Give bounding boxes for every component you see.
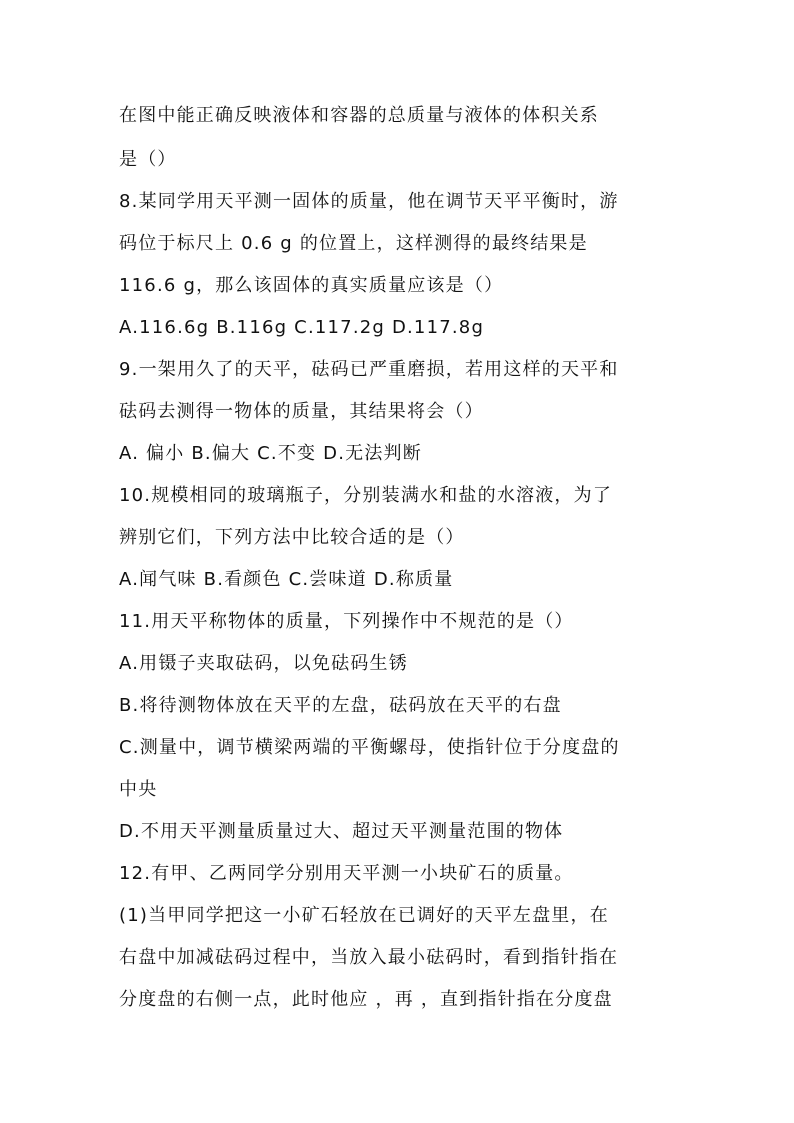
question-8-options: A.116.6g B.116g C.117.2g D.117.8g <box>119 317 485 338</box>
question-11-stem: 11.用天平称物体的质量，下列操作中不规范的是（） <box>119 611 574 632</box>
question-9-stem: 9.一架用久了的天平，砝码已严重磨损，若用这样的天平和 <box>119 359 619 380</box>
text-line: 码位于标尺上 0.6 g 的位置上，这样测得的最终结果是 <box>119 233 588 254</box>
question-11-option-c: C.测量中，调节横梁两端的平衡螺母，使指针位于分度盘的 <box>119 737 620 758</box>
question-10-stem: 10.规模相同的玻璃瓶子，分别装满水和盐的水溶液，为了 <box>119 485 613 506</box>
question-11-option-d: D.不用天平测量质量过大、超过天平测量范围的物体 <box>119 821 564 842</box>
text-line: 中央 <box>119 779 158 800</box>
text-line: 砝码去测得一物体的质量，其结果将会（） <box>119 401 484 422</box>
text-line: 在图中能正确反映液体和容器的总质量与液体的体积关系 <box>119 105 599 126</box>
text-line: 116.6 g，那么该固体的真实质量应该是（） <box>119 275 504 296</box>
text-line: 辨别它们，下列方法中比较合适的是（） <box>119 527 465 548</box>
text-line: 右盘中加减砝码过程中，当放入最小砝码时，看到指针指在 <box>119 947 619 968</box>
question-11-option-a: A.用镊子夹取砝码，以免砝码生锈 <box>119 653 408 674</box>
question-12-stem: 12.有甲、乙两同学分别用天平测一小块矿石的质量。 <box>119 863 574 884</box>
question-9-options: A. 偏小 B.偏大 C.不变 D.无法判断 <box>119 443 422 464</box>
question-10-options: A.闻气味 B.看颜色 C.尝味道 D.称质量 <box>119 569 454 590</box>
text-line: 分度盘的右侧一点，此时他应 ，再 ，直到指针指在分度盘 <box>119 989 613 1010</box>
question-8-stem: 8.某同学用天平测一固体的质量，他在调节天平平衡时，游 <box>119 191 619 212</box>
question-12-part-1: (1)当甲同学把这一小矿石轻放在已调好的天平左盘里，在 <box>119 905 609 926</box>
question-11-option-b: B.将待测物体放在天平的左盘，砝码放在天平的右盘 <box>119 695 562 716</box>
text-line: 是（） <box>119 149 177 170</box>
